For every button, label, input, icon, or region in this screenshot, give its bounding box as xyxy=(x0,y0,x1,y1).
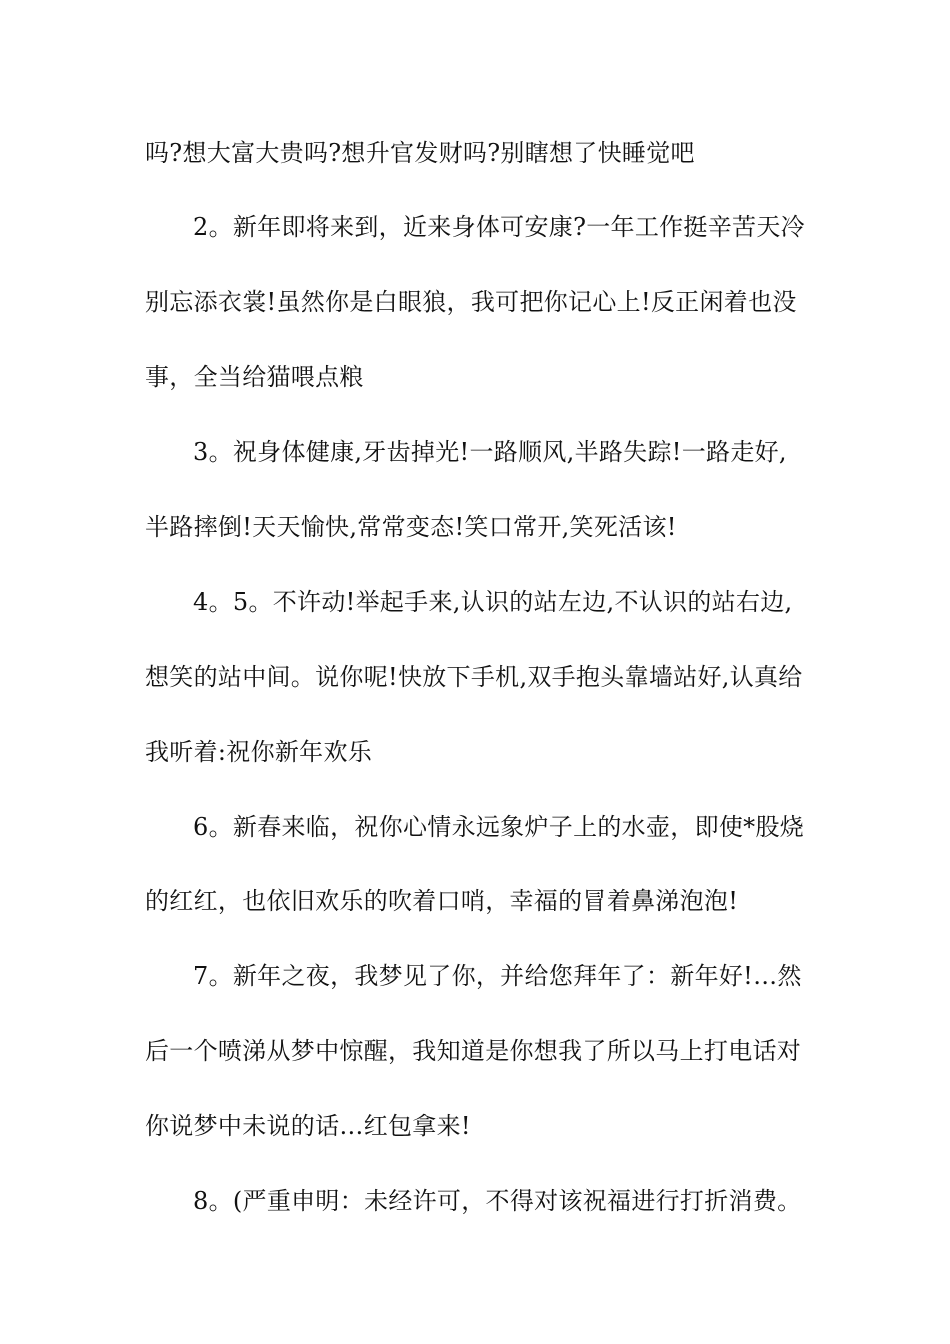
text-line: 你说梦中未说的话…红包拿来! xyxy=(145,1112,471,1140)
text-line: 4。5。不许动!举起手来,认识的站左边,不认识的站右边, xyxy=(193,588,793,616)
text-line: 2。新年即将来到，近来身体可安康?一年工作挺辛苦天冷 xyxy=(193,213,805,241)
text-line: 我听着:祝你新年欢乐 xyxy=(145,738,373,766)
text-line: 吗?想大富大贵吗?想升官发财吗?别瞎想了快睡觉吧 xyxy=(145,139,695,167)
text-line: 别忘添衣裳!虽然你是白眼狼，我可把你记心上!反正闲着也没 xyxy=(145,288,797,316)
text-line: 8。(严重申明：未经许可，不得对该祝福进行打折消费。 xyxy=(193,1187,802,1215)
text-line: 后一个喷涕从梦中惊醒，我知道是你想我了所以马上打电话对 xyxy=(145,1037,802,1065)
text-line: 6。新春来临，祝你心情永远象炉子上的水壶，即使*股烧 xyxy=(193,813,805,841)
text-line: 想笑的站中间。说你呢!快放下手机,双手抱头靠墙站好,认真给 xyxy=(145,663,803,691)
text-line: 的红红，也依旧欢乐的吹着口哨，幸福的冒着鼻涕泡泡! xyxy=(145,887,739,915)
text-line: 事，全当给猫喂点粮 xyxy=(145,363,364,391)
text-line: 3。祝身体健康,牙齿掉光!一路顺风,半路失踪!一路走好, xyxy=(193,438,787,466)
text-line: 7。新年之夜，我梦见了你，并给您拜年了：新年好!…然 xyxy=(193,962,802,990)
text-line: 半路摔倒!天天愉快,常常变态!笑口常开,笑死活该! xyxy=(145,513,677,541)
